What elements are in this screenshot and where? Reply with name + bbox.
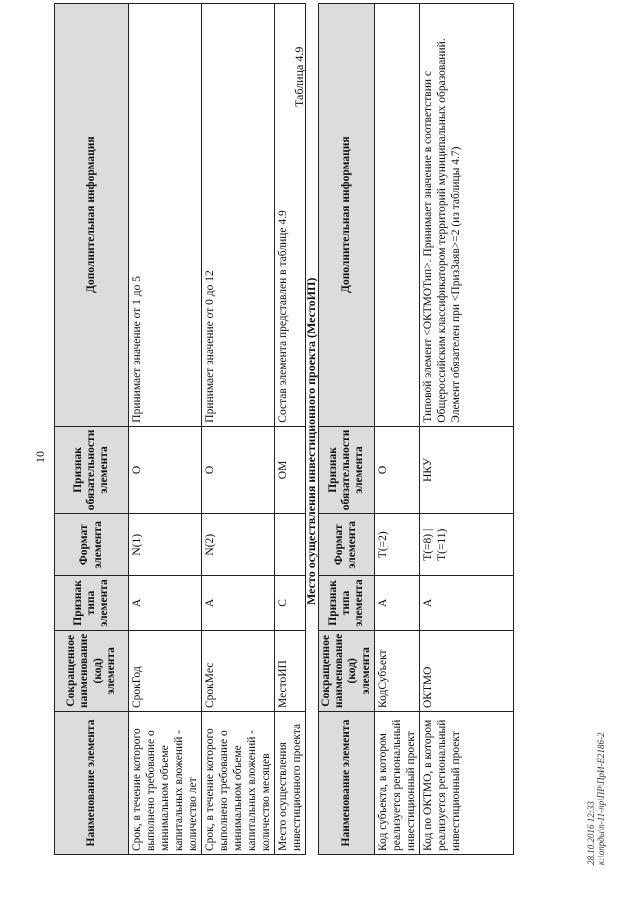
header-type: Признак типа элемента [319,576,375,630]
cell-name: Срок, в течение которого выполнено требование о минимальном объеме капитальных вложений - количество месяцев [202,712,275,855]
cell-info: Принимает значение от 0 до 12 [202,3,275,426]
header-code: Сокращенное наименование (код) элемента [319,630,375,711]
cell-code: КодСубъект [374,630,419,711]
cell-info: Типовой элемент <ОКТМОТип>. Принимает значение в соответствии с Общероссийским классификатором территорий муниципальных образований. Элемент обязателен при <ПризЗаяв>=2 (из таблицы 4.7) [419,3,513,426]
cell-type: А [202,576,275,630]
table-title: Место осуществления инвестиционного проекта (МестоИП) [304,277,318,605]
cell-format [275,514,306,576]
cell-info [374,3,419,426]
header-name: Наименование элемента [55,712,129,855]
table-row [202,3,275,854]
cell-type: С [275,576,306,630]
cell-required: О [202,426,275,514]
cell-code: СрокГод [129,630,202,711]
table-row [419,3,513,854]
cell-name: Срок, в течение которого выполнено требование о минимальном объеме капитальных вложений - количество лет [129,712,202,855]
header-required: Признак обязательности элемента [55,426,129,514]
cell-format: T(=8) | T(=11) [419,514,513,576]
location-table [318,3,514,855]
cell-type: А [374,576,419,630]
header-info: Дополнительная информация [319,3,375,426]
cell-type: А [419,576,513,630]
table-header-row [319,3,375,854]
page-number: 10 [33,451,47,463]
cell-code: СрокМес [202,630,275,711]
header-name: Наименование элемента [319,712,375,855]
cell-code: ОКТМО [419,630,513,711]
header-required: Признак обязательности элемента [319,426,375,514]
header-type: Признак типа элемента [55,576,129,630]
header-format: Формат элемента [319,514,375,576]
header-code: Сокращенное наименование (код) элемента [55,630,129,711]
elements-table [54,3,306,855]
cell-name: Код по ОКТМО, в котором реализуется региональный инвестиционный проект [419,712,513,855]
table-row [374,3,419,854]
cell-required: О [374,426,419,514]
header-format: Формат элемента [55,514,129,576]
cell-info: Принимает значение от 1 до 5 [129,3,202,426]
table-row [275,3,306,854]
footer-path: к:\опрды\п-11-пр\ПР\ПрИ-Е2186-2 [596,732,607,865]
cell-name: Код субъекта, в котором реализуется региональный инвестиционный проект [374,712,419,855]
cell-format: T(=2) [374,514,419,576]
footer-stamp [586,732,607,865]
cell-info: Состав элемента представлен в таблице 4.9 [275,3,306,426]
cell-required: О [129,426,202,514]
cell-format: N(1) [129,514,202,576]
cell-type: А [129,576,202,630]
cell-required: ОМ [275,426,306,514]
footer-date: 28.10.2016 12:33 [586,801,596,865]
table-number: Таблица 4.9 [292,46,306,107]
table-row [129,3,202,854]
cell-name: Место осуществления инвестиционного проекта [275,712,306,855]
cell-code: МестоИП [275,630,306,711]
table-header-row [55,3,129,854]
header-info: Дополнительная информация [55,3,129,426]
cell-required: НКУ [419,426,513,514]
cell-format: N(2) [202,514,275,576]
